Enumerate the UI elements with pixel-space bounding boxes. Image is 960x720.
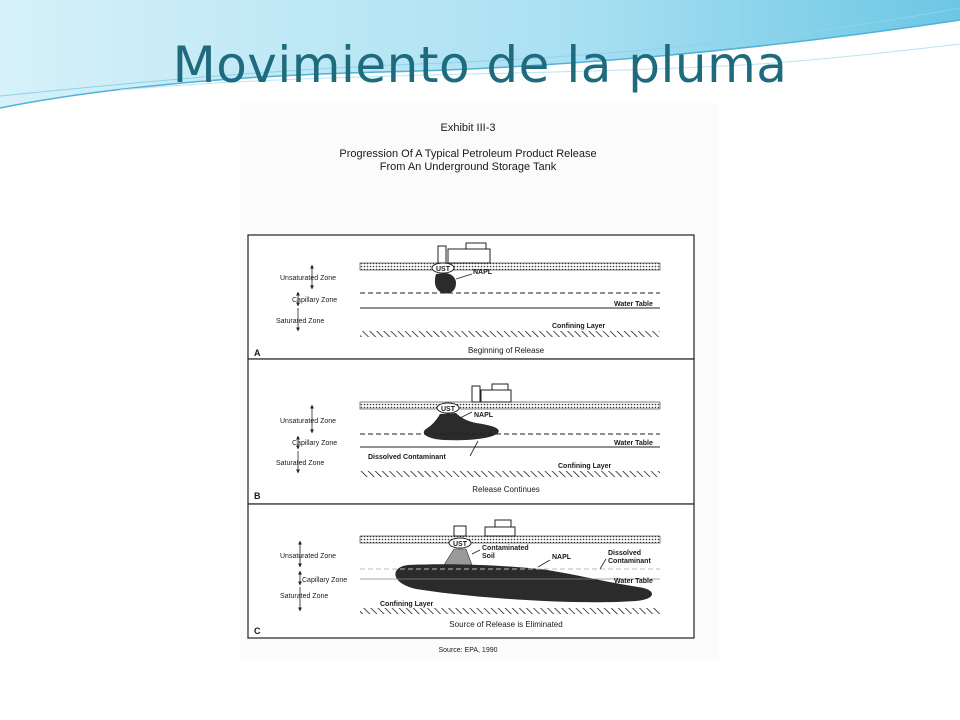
panel-b-capillary-zone: Capillary Zone <box>292 440 338 447</box>
panel-a-letter: A <box>254 348 261 358</box>
panel-c-saturated-zone: Saturated Zone <box>280 593 329 600</box>
panel-a-ust-label: UST <box>436 266 450 273</box>
panel-c-confining-label: Confining Layer <box>380 601 434 608</box>
panel-c-capillary-zone: Capillary Zone <box>302 577 348 584</box>
panel-a-unsaturated-zone: Unsaturated Zone <box>280 275 337 282</box>
panel-b-letter: B <box>254 491 261 501</box>
panel-b-caption: Release Continues <box>472 485 540 494</box>
panel-c-contaminated-label-2: Soil <box>482 553 495 560</box>
panel-c-caption: Source of Release is Eliminated <box>449 620 563 629</box>
panel-c-water-table-label: Water Table <box>614 578 653 585</box>
panel-b-unsaturated-zone: Unsaturated Zone <box>280 418 337 425</box>
panel-b-water-table-label: Water Table <box>614 440 653 447</box>
panel-a <box>248 235 694 359</box>
panel-b-ust-label: UST <box>441 406 455 413</box>
panel-a-napl-label: NAPL <box>473 269 493 276</box>
panel-c-dissolved-label-2: Contaminant <box>608 558 651 565</box>
exhibit-heading-line2: From An Underground Storage Tank <box>379 161 557 173</box>
panel-a-saturated-zone: Saturated Zone <box>276 318 325 325</box>
panel-c-dissolved-label-1: Dissolved <box>608 550 642 557</box>
panel-b <box>248 359 694 504</box>
panel-b-confining-label: Confining Layer <box>558 463 612 470</box>
panel-a-water-table-label: Water Table <box>614 301 653 308</box>
panel-b-napl-label: NAPL <box>474 412 494 419</box>
panel-a-capillary-zone: Capillary Zone <box>292 297 338 304</box>
panel-c-napl-label: NAPL <box>552 554 572 561</box>
panel-c-ust-label: UST <box>453 541 467 548</box>
exhibit-heading-line1: Progression Of A Typical Petroleum Product Release <box>339 148 597 160</box>
exhibit-label: Exhibit III-3 <box>440 122 496 134</box>
panel-c-unsaturated-zone: Unsaturated Zone <box>280 553 337 560</box>
panel-b-dissolved-label: Dissolved Contaminant <box>368 454 446 461</box>
panel-b-saturated-zone: Saturated Zone <box>276 460 325 467</box>
panel-c <box>248 504 694 638</box>
slide-title: Movimiento de la pluma <box>172 36 788 94</box>
exhibit-scan <box>240 103 719 660</box>
panel-c-letter: C <box>254 626 261 636</box>
exhibit-source: Source: EPA, 1990 <box>438 647 498 654</box>
panel-c-contaminated-label-1: Contaminated <box>482 545 529 552</box>
panel-a-confining-label: Confining Layer <box>552 323 606 330</box>
panel-a-caption: Beginning of Release <box>467 346 545 355</box>
